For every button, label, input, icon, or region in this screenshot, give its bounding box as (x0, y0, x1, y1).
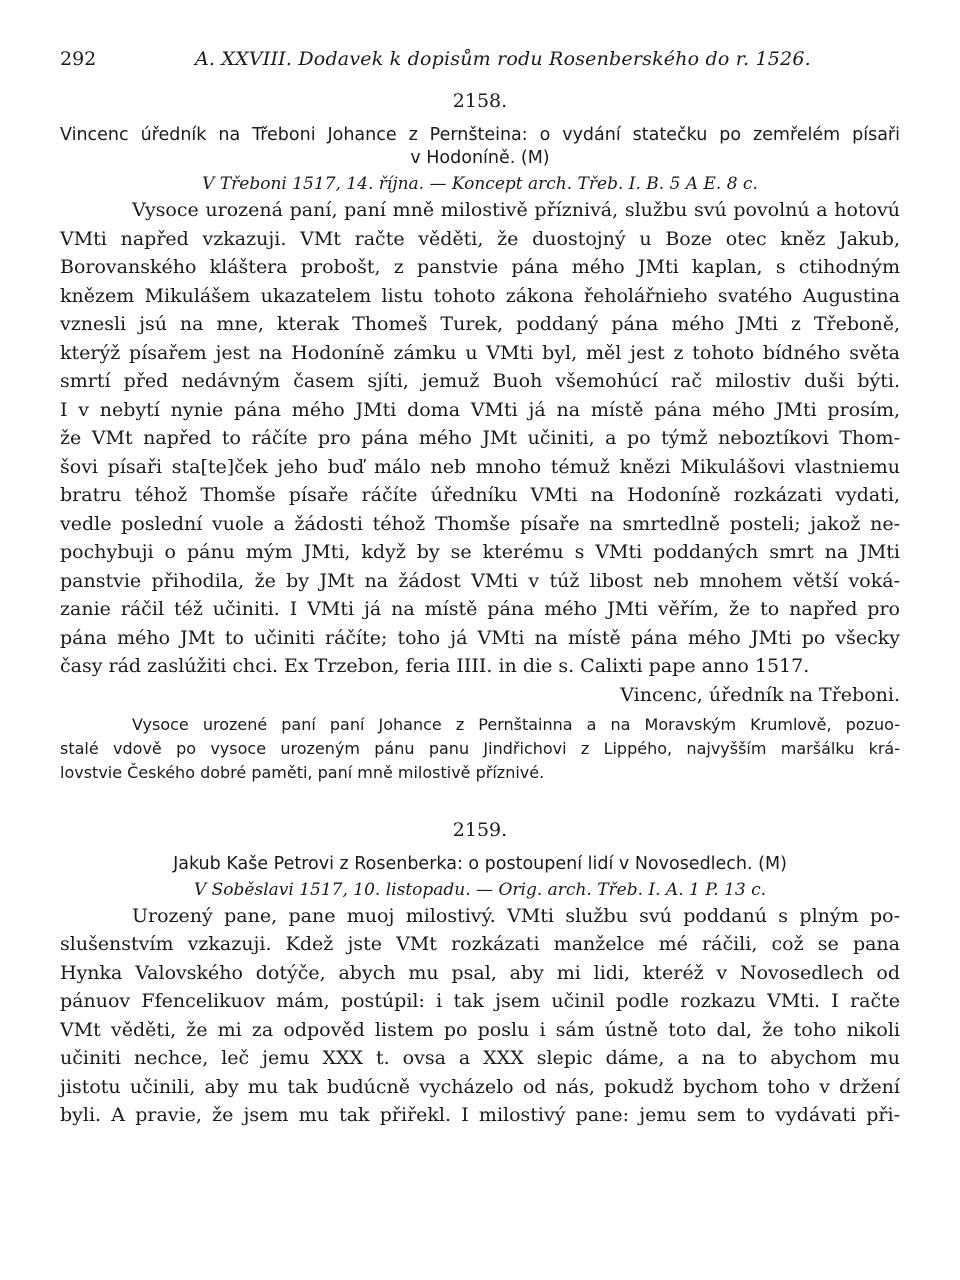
body-line: smrtí před nedávným časem sjíti, jemuž Buoh všemohúcí rač milostiv duši býti. (60, 370, 900, 392)
document-source: V Třeboni 1517, 14. října. — Koncept arch. Třeb. I. B. 5 A E. 8 c. (202, 174, 758, 194)
body-line: učiniti nechce, leč jemu XXX t. ovsa a XXX slepic dáme, a na to abychom mu (60, 1047, 900, 1069)
body-line: VMt věděti, že mi za odpověd listem po poslu i sám ústně toto dal, že toho nikoli (60, 1018, 900, 1041)
body-line: pochybuji o pánu mým JMti, když by se kterému s VMti poddaných smrt na JMti (60, 541, 900, 563)
document-title (60, 124, 900, 170)
book-page (60, 40, 900, 1130)
document-number: 2158. (452, 90, 508, 112)
signature: Vincenc, úředník na Třeboni. (620, 683, 900, 706)
address-line: Vysoce urozené paní paní Johance z Pernštainna a na Moravským Krumlově, pozuo- (132, 714, 900, 734)
body-line: slušenstvím vzkazuji. Kdež jste VMt rozkázati manželce mé ráčili, což se pana (60, 933, 900, 955)
body-line: vznesli jsú na mne, kterak Thomeš Turek, poddaný pána mého JMti z Třeboně, (60, 313, 900, 335)
document-2159 (60, 819, 900, 1130)
page-number: 292 (60, 48, 97, 70)
body-line: I v nebytí nynie pána mého JMti doma VMti já na místě pána mého JMti prosím, (60, 398, 900, 421)
document-number: 2159. (452, 818, 508, 841)
address-line: lovstvie Českého dobré paměti, paní mně milostivě příznivé. (60, 762, 545, 782)
document-source: V Soběslavi 1517, 10. listopadu. — Orig. arch. Třeb. I. A. 1 P. 13 c. (193, 879, 766, 900)
body-line: Borovanského kláštera probošt, z panstvie pána mého JMti kaplan, s ctihodným (60, 256, 900, 278)
body-line: jistotu učinili, aby mu tak budúcně vycházelo od nás, pokudž bychom toho v držení (60, 1075, 900, 1098)
body-line: zanie ráčil též učiniti. I VMti já na místě pána mého JMti věřím, že to napřed pro (60, 598, 900, 620)
address-line: stalé vdově po vysoce urozeným pánu panu Jindřichovi z Lippého, najvyšším maršálku krá- (60, 738, 900, 758)
body-line: byli. A pravie, že jsem mu tak přiřekl. I milostivý pane: jemu sem to vydávati při- (60, 1104, 900, 1126)
title-line: v Hodoníně. (M) (410, 148, 550, 168)
body-line: pánuov Ffencelikuov mám, postúpil: i tak jsem učinil podle rozkazu VMti. I račte (60, 990, 900, 1012)
body-line: kterýž písařem jest na Hodoníně zámku u VMti byl, měl jest z tohoto bídného světa (60, 341, 900, 364)
body-line: Vysoce urozená paní, paní mně milostivě příznivá, službu svú povolnú a hotovú (132, 199, 900, 221)
document-2158 (60, 90, 900, 785)
title-line: Jakub Kaše Petrovi z Rosenberka: o postoupení lidí v Novosedlech. (M) (173, 853, 787, 874)
document-title (60, 853, 900, 876)
running-title: A. XXVIII. Dodavek k dopisům rodu Rosenberského do r. 1526. (195, 48, 811, 70)
body-line: bratru téhož Thomše písaře ráčíte úředníku VMti na Hodoníně rozkázati vydati, (60, 484, 900, 506)
body-line: knězem Mikulášem ukazatelem listu tohoto zákona řeholářnieho svatého Augustina (60, 284, 900, 307)
body-line: šovi písaři sta[te]ček jeho buď málo neb mnoho témuž knězi Mikulášovi vlastniemu (60, 455, 900, 478)
body-line: pána mého JMt to učiniti ráčíte; toho já VMti na místě pána mého JMti po všecky (60, 626, 900, 649)
body-line: že VMt napřed to ráčíte pro pána mého JMt učiniti, a po týmž neboztíkovi Thom- (60, 427, 900, 449)
body-line: VMti napřed vzkazuji. VMt račte věděti, že duostojný u Boze otec kněz Jakub, (60, 227, 900, 250)
document-body (60, 196, 900, 681)
address (60, 713, 900, 785)
body-line: panstvie přihodila, že by JMt na žádost VMti v túž libost neb mnohem větší voká- (60, 569, 900, 592)
body-line: vedle poslední vuole a žádosti téhož Thomše písaře na smrtedlně posteli; jakož ne- (60, 512, 900, 535)
body-line: Hynka Valovského dotýče, abych mu psal, aby mi lidi, kteréž v Novosedlech od (60, 961, 900, 984)
document-body (60, 902, 900, 1130)
title-line: Vincenc úředník na Třeboni Johance z Pernšteina: o vydání statečku po zemřelém písaři (60, 125, 900, 145)
running-head (60, 40, 900, 76)
body-line: časy rád zaslúžiti chci. Ex Trzebon, feria IIII. in die s. Calixti pape anno 1517. (60, 655, 810, 677)
body-line: Urozený pane, pane muoj milostivý. VMti službu svú poddanú s plným po- (132, 904, 900, 927)
